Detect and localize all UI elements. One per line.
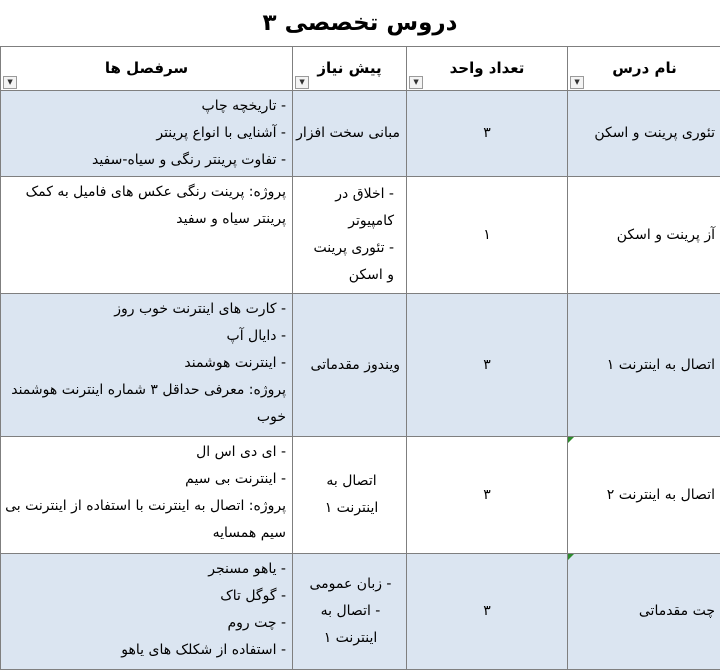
prereq-item: ویندوز مقدماتی	[310, 356, 400, 373]
topic-item: - چت روم	[227, 615, 286, 631]
topic-item: - اینترنت هوشمند	[184, 355, 286, 371]
header-topics-label: سرفصل ها	[104, 59, 189, 77]
prereq-cell[interactable]	[293, 91, 407, 177]
prereq-item: - زبان عمومی	[309, 576, 392, 592]
table-row	[1, 294, 720, 437]
topic-item: - ای دی اس ال	[196, 444, 286, 460]
header-units	[407, 47, 568, 91]
header-row	[1, 47, 720, 91]
header-name-label: نام درس	[612, 59, 677, 77]
dropdown-arrow-icon[interactable]: ▼	[3, 76, 17, 89]
comment-marker-icon	[568, 554, 574, 560]
dropdown-arrow-icon[interactable]: ▼	[409, 76, 423, 89]
comment-marker-icon	[568, 437, 574, 443]
units-cell[interactable]: ۳	[407, 554, 568, 670]
topic-item: - استفاده از شکلک های یاهو	[121, 642, 286, 658]
topic-item: پروژه: معرفی حداقل ۳ شماره اینترنت هوشمند خوب	[11, 382, 286, 425]
course-name-cell[interactable]: آز پرینت و اسکن	[568, 177, 720, 294]
prereq-item: - تئوری پرینت و اسکن	[313, 240, 394, 283]
topic-item: - دایال آپ	[226, 328, 286, 344]
topic-item: - اینترنت بی سیم	[185, 471, 286, 487]
topic-item: پروژه: اتصال به اینترنت با استفاده از اینترنت بی سیم همسایه	[5, 498, 286, 541]
topics-cell[interactable]	[1, 294, 293, 437]
dropdown-arrow-icon[interactable]: ▼	[570, 76, 584, 89]
topics-cell[interactable]	[1, 437, 293, 554]
dropdown-arrow-icon[interactable]: ▼	[295, 76, 309, 89]
topic-item: - تفاوت پرینتر رنگی و سیاه-سفید	[92, 152, 286, 168]
units-cell[interactable]: ۳	[407, 91, 568, 177]
prereq-item: اتصال به اینترنت ۱	[324, 473, 379, 516]
header-prereq-label: پیش نیاز	[317, 59, 382, 77]
units-cell[interactable]: ۱	[407, 177, 568, 294]
courses-table	[0, 46, 720, 670]
prereq-cell[interactable]	[293, 294, 407, 437]
prereq-cell[interactable]	[293, 437, 407, 554]
topic-item: - کارت های اینترنت خوب روز	[114, 301, 286, 317]
table-row	[1, 437, 720, 554]
table-row	[1, 177, 720, 294]
course-name-cell[interactable]: اتصال به اینترنت ۱	[568, 294, 720, 437]
topic-item: - تاریخچه چاپ	[201, 98, 286, 114]
prereq-item: - اخلاق در کامپیوتر	[335, 186, 394, 229]
course-name-cell[interactable]: اتصال به اینترنت ۲	[568, 437, 720, 554]
prereq-item: مبانی سخت افزار	[296, 125, 400, 141]
table-row	[1, 554, 720, 670]
course-name-cell[interactable]: تئوری پرینت و اسکن	[568, 91, 720, 177]
topics-cell[interactable]	[1, 177, 293, 294]
prereq-cell[interactable]	[293, 554, 407, 670]
topic-item: - یاهو مسنجر	[208, 561, 286, 577]
course-name-cell[interactable]: چت مقدماتی	[568, 554, 720, 670]
units-cell[interactable]: ۳	[407, 294, 568, 437]
topics-cell[interactable]	[1, 554, 293, 670]
header-name	[568, 47, 720, 91]
topic-item: - گوگل تاک	[220, 588, 286, 604]
topics-cell[interactable]	[1, 91, 293, 177]
header-prereq	[293, 47, 407, 91]
prereq-cell[interactable]	[293, 177, 407, 294]
header-units-label: تعداد واحد	[449, 59, 525, 77]
sheet-title: دروس تخصصی ۳	[0, 0, 720, 47]
units-cell[interactable]: ۳	[407, 437, 568, 554]
header-topics	[1, 47, 293, 91]
table-row	[1, 91, 720, 177]
topic-item: - آشنایی با انواع پرینتر	[156, 125, 286, 141]
topic-item: پروژه: پرینت رنگی عکس های فامیل به کمک پرینتر سیاه و سفید	[25, 184, 286, 227]
prereq-item: - اتصال به اینترنت ۱	[320, 603, 381, 646]
